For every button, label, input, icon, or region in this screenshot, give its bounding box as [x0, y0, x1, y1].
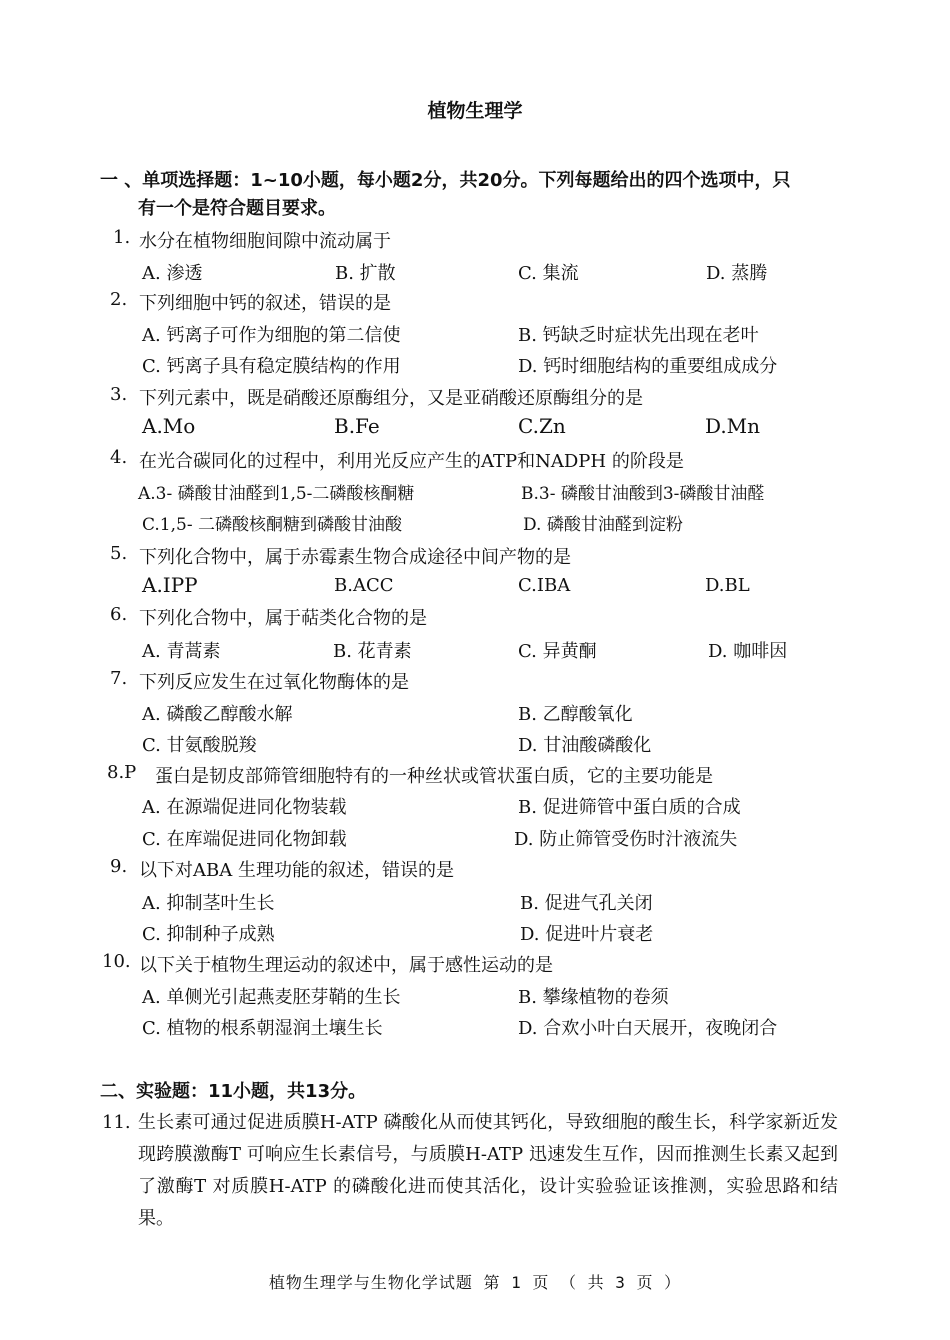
- option-c: C.Zn: [518, 414, 566, 438]
- section1-heading: 一 、单项选择题：1~10小题，每小题2分，共20分。下列每题给出的四个选项中，只: [100, 170, 791, 191]
- option-b: B.Fe: [334, 414, 380, 438]
- question-number: 11.: [102, 1112, 131, 1133]
- question-number: 1.: [113, 227, 131, 248]
- option-c: C.1,5- 二磷酸核酮糖到磷酸甘油酸: [142, 515, 402, 535]
- option-d: D. 促进叶片衰老: [520, 924, 654, 945]
- option-d: D. 防止筛管受伤时汁液流失: [514, 829, 738, 850]
- question-text: 下列反应发生在过氧化物酶体的是: [139, 672, 409, 693]
- option-c: C. 在库端促进同化物卸载: [142, 829, 347, 850]
- option-c: C. 植物的根系朝湿润土壤生长: [142, 1018, 383, 1039]
- option-a: A. 单侧光引起燕麦胚芽鞘的生长: [142, 987, 401, 1008]
- section1-heading-cont: 有一个是符合题目要求。: [138, 198, 336, 219]
- question-text: 以下对ABA 生理功能的叙述，错误的是: [139, 860, 454, 881]
- question-number: 10.: [102, 951, 131, 972]
- option-c: C.IBA: [518, 575, 571, 596]
- question-number: 9.: [110, 856, 128, 877]
- option-a: A.IPP: [142, 573, 198, 597]
- option-c: C. 甘氨酸脱羧: [142, 735, 257, 756]
- option-a: A. 青蒿素: [142, 641, 221, 662]
- option-b: B. 花青素: [333, 641, 412, 662]
- option-a: A.3- 磷酸甘油醛到1,5-二磷酸核酮糖: [138, 484, 415, 504]
- question-text: 蛋白是韧皮部筛管细胞特有的一种丝状或管状蛋白质，它的主要功能是: [155, 766, 713, 787]
- option-b: B. 促进气孔关闭: [520, 893, 653, 914]
- question-number: 5.: [110, 543, 128, 564]
- option-d: D. 蒸腾: [706, 263, 768, 284]
- option-a: A. 钙离子可作为细胞的第二信使: [142, 325, 401, 346]
- option-b: B. 促进筛管中蛋白质的合成: [518, 797, 741, 818]
- question-number: 6.: [110, 604, 128, 625]
- option-d: D. 钙时细胞结构的重要组成成分: [518, 356, 778, 377]
- option-a: A.Mo: [142, 414, 196, 438]
- question-text: 下列元素中，既是硝酸还原酶组分，又是亚硝酸还原酶组分的是: [139, 388, 643, 409]
- option-c: C. 集流: [518, 263, 579, 284]
- option-b: B.ACC: [334, 575, 394, 596]
- option-a: A. 抑制茎叶生长: [142, 893, 275, 914]
- page-title: 植物生理学: [427, 100, 523, 122]
- option-a: A. 渗透: [142, 263, 203, 284]
- question-text: 下列化合物中，属于赤霉素生物合成途径中间产物的是: [139, 547, 571, 568]
- option-a: A. 磷酸乙醇酸水解: [142, 704, 293, 725]
- question-text: 下列细胞中钙的叙述，错误的是: [139, 293, 391, 314]
- option-b: B. 乙醇酸氧化: [518, 704, 633, 725]
- option-d: D. 咖啡因: [708, 641, 788, 662]
- question-number: 8.P: [107, 762, 137, 783]
- option-b: B.3- 磷酸甘油酸到3-磷酸甘油醛: [521, 484, 765, 504]
- question-number: 4.: [110, 447, 128, 468]
- question-number: 3.: [110, 384, 128, 405]
- question-text: 生长素可通过促进质膜H-ATP 磷酸化从而使其钙化，导致细胞的酸生长，科学家新近发现跨膜激酶T 可响应生长素信号，与质膜H-ATP 迅速发生互作，因而推测生长素又起到了激酶T 对质膜H-ATP 的磷酸化进而使其活化，设计实验验证该推测，实验思路和结果。: [138, 1112, 838, 1229]
- option-d: D.BL: [705, 575, 750, 596]
- page-footer: 植物生理学与生物化学试题 第 1 页 （ 共 3 页 ）: [268, 1273, 682, 1292]
- option-b: B. 扩散: [335, 263, 396, 284]
- option-b: B. 攀缘植物的卷须: [518, 987, 669, 1008]
- question-text: 以下关于植物生理运动的叙述中，属于感性运动的是: [139, 955, 553, 976]
- option-d: D. 磷酸甘油醛到淀粉: [523, 515, 683, 535]
- question-text: 在光合碳同化的过程中，利用光反应产生的ATP和NADPH 的阶段是: [139, 451, 684, 472]
- question-text: 水分在植物细胞间隙中流动属于: [139, 231, 391, 252]
- question-number: 2.: [110, 289, 128, 310]
- option-d: D.Mn: [705, 414, 761, 438]
- option-d: D. 合欢小叶白天展开，夜晚闭合: [518, 1018, 778, 1039]
- option-c: C. 钙离子具有稳定膜结构的作用: [142, 356, 401, 377]
- option-a: A. 在源端促进同化物装载: [142, 797, 347, 818]
- section2-heading: 二、实验题：11小题，共13分。: [100, 1081, 367, 1102]
- option-d: D. 甘油酸磷酸化: [518, 735, 652, 756]
- option-c: C. 异黄酮: [518, 641, 597, 662]
- question-number: 7.: [110, 668, 128, 689]
- option-b: B. 钙缺乏时症状先出现在老叶: [518, 325, 759, 346]
- option-c: C. 抑制种子成熟: [142, 924, 275, 945]
- question-text: 下列化合物中，属于萜类化合物的是: [139, 608, 427, 629]
